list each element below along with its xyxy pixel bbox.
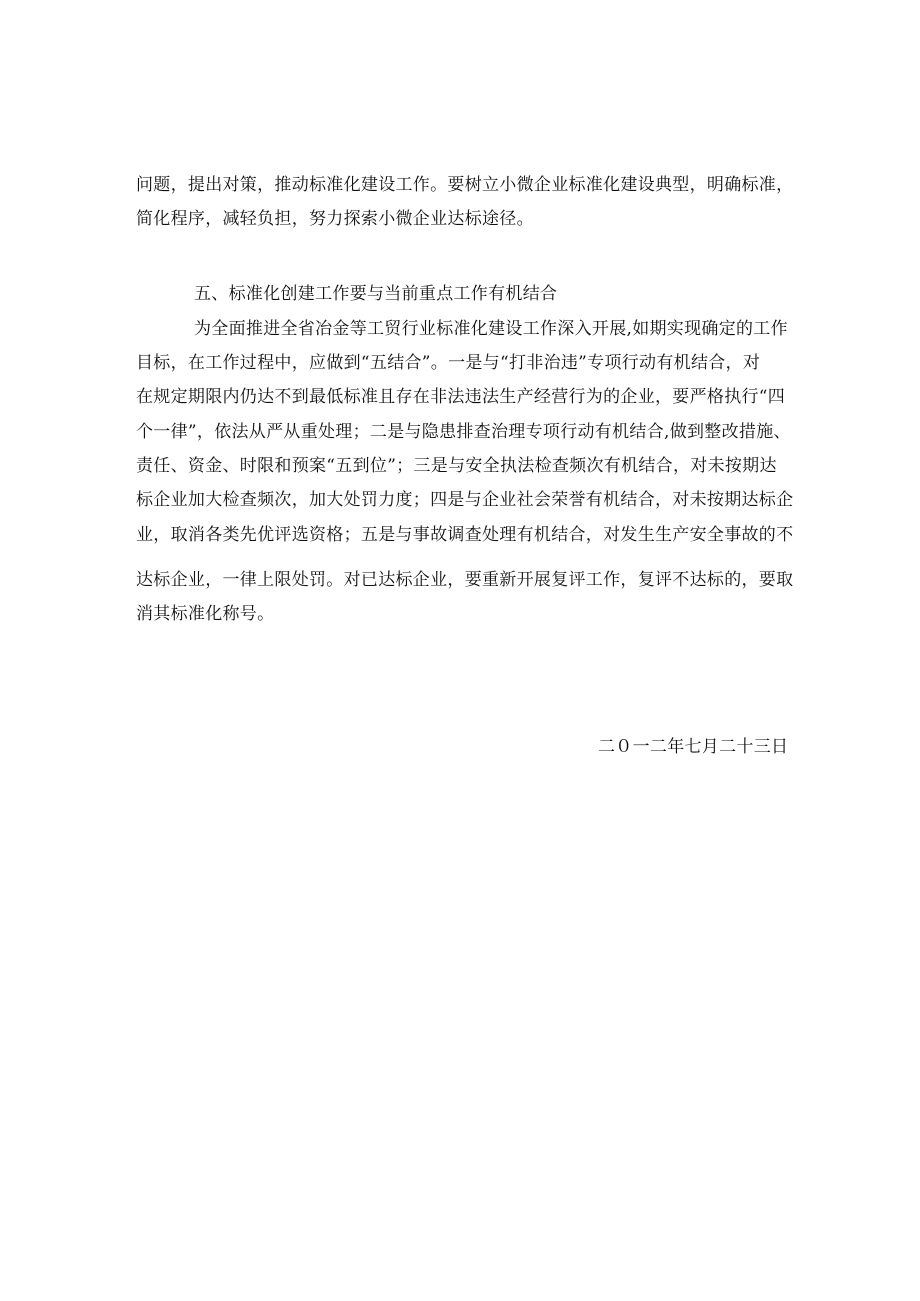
section-heading: 五、标准化创建工作要与当前重点工作有机结合 <box>194 284 558 304</box>
paragraph-line: 个一律”，依法从严从重处理；二是与隐患排查治理专项行动有机结合,做到整改措施、 <box>136 422 791 442</box>
paragraph-line: 达标企业，一律上限处罚。对已达标企业，要重新开展复评工作，复评不达标的，要取 <box>136 570 794 590</box>
paragraph-line: 目标，在工作过程中，应做到“五结合”。一是与“打非治违”专项行动有机结合，对 <box>136 353 761 373</box>
paragraph-line: 标企业加大检查频次，加大处罚力度；四是与企业社会荣誉有机结合，对未按期达标企 <box>136 490 794 510</box>
paragraph-line: 为全面推进全省冶金等工贸行业标准化建设工作深入开展,如期实现确定的工作 <box>194 319 788 339</box>
paragraph-line: 在规定期限内仍达不到最低标准且存在非法违法生产经营行为的企业，要严格执行“四 <box>136 387 786 407</box>
paragraph-line: 责任、资金、时限和预案“五到位”；三是与安全执法检查频次有机结合，对未按期达 <box>136 456 777 476</box>
document-date: 二０一二年七月二十三日 <box>598 737 789 757</box>
paragraph-line: 业，取消各类先优评选资格；五是与事故调查处理有机结合，对发生生产安全事故的不 <box>136 525 794 545</box>
paragraph-line: 消其标准化称号。 <box>136 604 275 624</box>
paragraph-line: 问题，提出对策，推动标准化建设工作。要树立小微企业标准化建设典型，明确标准， <box>136 175 794 195</box>
paragraph-line: 简化程序，减轻负担，努力探索小微企业达标途径。 <box>136 209 534 229</box>
